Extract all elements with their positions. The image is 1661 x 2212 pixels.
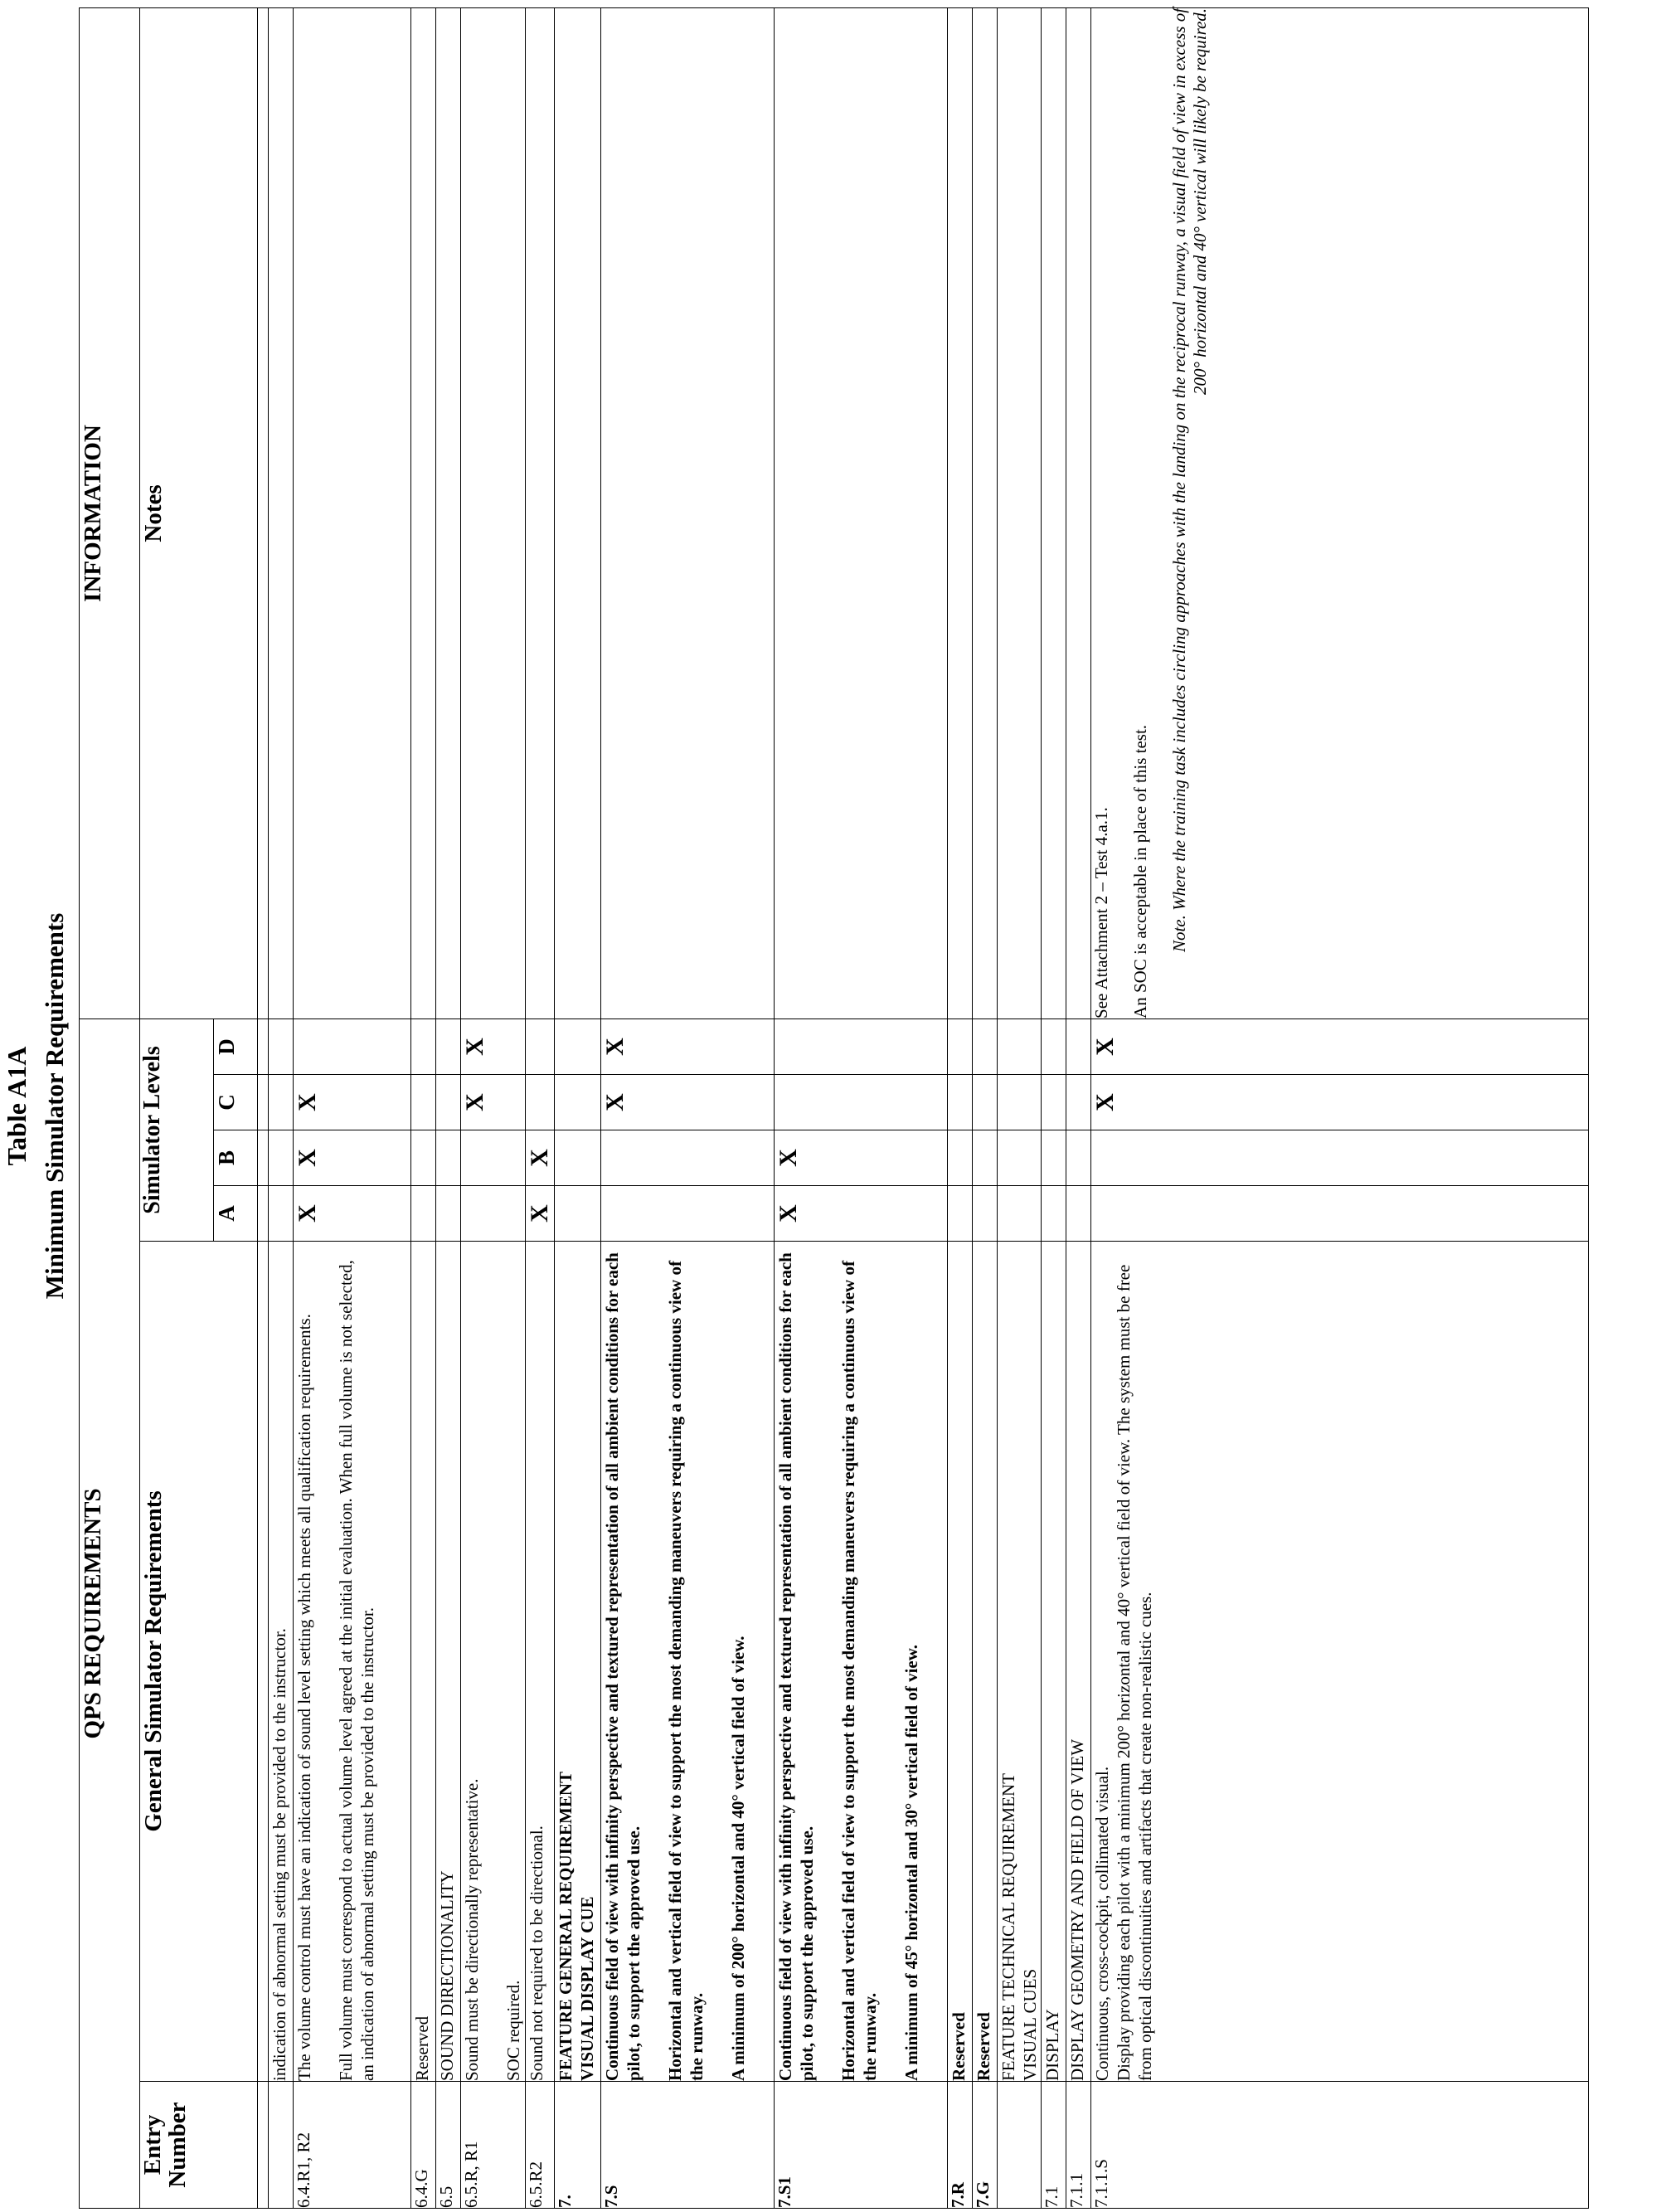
requirement-text bbox=[294, 1242, 411, 2082]
level-a-mark: X bbox=[526, 1186, 555, 1242]
level-b-mark bbox=[1066, 1130, 1091, 1186]
level-d-mark: X bbox=[1091, 1018, 1589, 1074]
entry-number bbox=[269, 2082, 294, 2209]
notes-cell bbox=[294, 7, 411, 1018]
level-d-mark bbox=[998, 1018, 1042, 1074]
level-c-mark bbox=[998, 1075, 1042, 1130]
level-a-mark bbox=[601, 1186, 775, 1242]
level-a-mark bbox=[1091, 1186, 1589, 1242]
level-c-mark bbox=[436, 1075, 461, 1130]
entry-number: 6.5.R2 bbox=[526, 2082, 555, 2209]
level-c-mark: X bbox=[461, 1075, 526, 1130]
level-a-mark bbox=[973, 1186, 998, 1242]
simulator-levels-header: Simulator Levels bbox=[140, 1018, 214, 1241]
table-row bbox=[461, 7, 526, 2208]
level-d-mark bbox=[294, 1018, 411, 1074]
requirement-paragraph: SOC required. bbox=[503, 1980, 523, 2081]
entry-number: 6.4.R1, R2 bbox=[294, 2082, 411, 2209]
notes-cell bbox=[775, 7, 948, 1018]
level-c-mark: X bbox=[601, 1075, 775, 1130]
level-d-mark bbox=[411, 1018, 436, 1074]
requirements-body bbox=[258, 7, 1589, 2208]
requirement-text bbox=[775, 1242, 948, 2082]
level-a-mark bbox=[269, 1186, 294, 1242]
table-row bbox=[294, 7, 411, 2208]
requirement-paragraph: VISUAL CUES bbox=[1020, 1968, 1040, 2081]
requirement-text bbox=[1042, 1242, 1066, 2082]
level-a-mark bbox=[948, 1186, 973, 1242]
level-b-mark bbox=[1091, 1130, 1589, 1186]
level-a-mark bbox=[1042, 1186, 1066, 1242]
level-a-mark bbox=[1066, 1186, 1091, 1242]
level-c-mark bbox=[775, 1075, 948, 1130]
table-row bbox=[269, 7, 294, 2208]
level-a-header: A bbox=[214, 1186, 258, 1242]
level-b-mark: X bbox=[294, 1130, 411, 1186]
requirement-text bbox=[973, 1242, 998, 2082]
level-d-mark: X bbox=[461, 1018, 526, 1074]
entry-number-header: Entry Number bbox=[140, 2082, 258, 2209]
requirement-paragraph: Continuous field of view with infinity perspective and textured representation of all ambient conditions for each pilot, to support the approved use. bbox=[602, 1252, 644, 2081]
requirement-paragraph: Reserved bbox=[412, 2015, 432, 2081]
level-c-mark bbox=[555, 1075, 601, 1130]
note-paragraph: Note. Where the training task includes circling approaches with the landing on the reciprocal runway, a visual field of view in excess of 200° horizontal and 40° vertical will likely be required. bbox=[1169, 7, 1210, 953]
level-b-mark bbox=[1042, 1130, 1066, 1186]
requirements-table bbox=[79, 7, 1589, 2209]
entry-number: 7.1 bbox=[1042, 2082, 1066, 2209]
table-row bbox=[1066, 7, 1091, 2208]
requirement-paragraph: Continuous field of view with infinity perspective and textured representation of all ambient conditions for each pilot, to support the approved use. bbox=[775, 1252, 817, 2081]
level-d-mark bbox=[775, 1018, 948, 1074]
requirement-text bbox=[1091, 1242, 1589, 2082]
level-c-mark bbox=[411, 1075, 436, 1130]
level-b-mark bbox=[411, 1130, 436, 1186]
table-row bbox=[411, 7, 436, 2208]
notes-cell bbox=[973, 7, 998, 1018]
level-d-header: D bbox=[214, 1018, 258, 1074]
level-b-mark bbox=[973, 1130, 998, 1186]
level-b-mark bbox=[998, 1130, 1042, 1186]
notes-header: Notes bbox=[140, 7, 258, 1018]
spacer-row bbox=[258, 7, 269, 2208]
requirement-text bbox=[555, 1242, 601, 2082]
entry-number bbox=[998, 2082, 1042, 2209]
level-b-mark: X bbox=[526, 1130, 555, 1186]
requirement-paragraph: Horizontal and vertical field of view to support the most demanding maneuvers requiring a continuous view of the runway. bbox=[838, 1261, 880, 2081]
note-paragraph: See Attachment 2 – Test 4.a.1. bbox=[1091, 807, 1111, 1018]
level-c-mark: X bbox=[294, 1075, 411, 1130]
level-b-mark bbox=[436, 1130, 461, 1186]
requirement-text bbox=[1066, 1242, 1091, 2082]
requirement-text bbox=[411, 1242, 436, 2082]
level-c-mark bbox=[526, 1075, 555, 1130]
requirement-paragraph: Reserved bbox=[949, 2012, 969, 2081]
note-paragraph: An SOC is acceptable in place of this test. bbox=[1130, 724, 1150, 1018]
level-a-mark: X bbox=[775, 1186, 948, 1242]
entry-number: 7.S bbox=[601, 2082, 775, 2209]
requirement-paragraph: Reserved bbox=[974, 2012, 993, 2081]
notes-cell bbox=[1066, 7, 1091, 1018]
entry-number: 7.R bbox=[948, 2082, 973, 2209]
requirement-text bbox=[461, 1242, 526, 2082]
level-b-mark bbox=[555, 1130, 601, 1186]
table-row bbox=[1091, 7, 1589, 2208]
level-a-mark bbox=[436, 1186, 461, 1242]
notes-cell bbox=[601, 7, 775, 1018]
level-c-mark bbox=[1066, 1075, 1091, 1130]
level-c-mark bbox=[948, 1075, 973, 1130]
level-c-header: C bbox=[214, 1075, 258, 1130]
requirement-paragraph: FEATURE GENERAL REQUIREMENT bbox=[556, 1772, 576, 2081]
level-d-mark bbox=[269, 1018, 294, 1074]
table-row bbox=[998, 7, 1042, 2208]
requirement-paragraph: DISPLAY GEOMETRY AND FIELD OF VIEW bbox=[1067, 1738, 1087, 2081]
entry-number: 7.1.1.S bbox=[1091, 2082, 1589, 2209]
notes-cell bbox=[1042, 7, 1066, 1018]
table-row bbox=[973, 7, 998, 2208]
requirement-paragraph: SOUND DIRECTIONALITY bbox=[437, 1870, 457, 2081]
table-row bbox=[1042, 7, 1066, 2208]
entry-number: 7.1.1 bbox=[1066, 2082, 1091, 2209]
requirement-text bbox=[948, 1242, 973, 2082]
requirement-paragraph: Sound must be directionally representative. bbox=[462, 1778, 482, 2081]
requirement-paragraph: VISUAL DISPLAY CUE bbox=[577, 1896, 597, 2081]
requirement-text bbox=[998, 1242, 1042, 2082]
table-row bbox=[555, 7, 601, 2208]
qps-requirements-header: QPS REQUIREMENTS bbox=[80, 1018, 140, 2208]
level-a-mark bbox=[411, 1186, 436, 1242]
level-b-mark bbox=[269, 1130, 294, 1186]
level-b-mark: X bbox=[775, 1130, 948, 1186]
information-header: INFORMATION bbox=[80, 7, 140, 1018]
requirement-text bbox=[436, 1242, 461, 2082]
notes-cell bbox=[436, 7, 461, 1018]
level-a-mark bbox=[461, 1186, 526, 1242]
level-d-mark bbox=[1042, 1018, 1066, 1074]
level-d-mark: X bbox=[601, 1018, 775, 1074]
general-requirements-header: General Simulator Requirements bbox=[140, 1242, 258, 2082]
entry-number: 6.4.G bbox=[411, 2082, 436, 2209]
table-row bbox=[775, 7, 948, 2208]
level-d-mark bbox=[436, 1018, 461, 1074]
level-d-mark bbox=[526, 1018, 555, 1074]
notes-cell bbox=[269, 7, 294, 1018]
notes-cell bbox=[526, 7, 555, 1018]
requirement-paragraph: Continuous, cross-cockpit, collimated visual. bbox=[1092, 1766, 1112, 2081]
level-b-mark bbox=[948, 1130, 973, 1186]
notes-cell bbox=[555, 7, 601, 1018]
level-a-mark: X bbox=[294, 1186, 411, 1242]
entry-number: 6.5.R, R1 bbox=[461, 2082, 526, 2209]
requirement-text bbox=[601, 1242, 775, 2082]
requirement-paragraph: Display providing each pilot with a minimum 200° horizontal and 40° vertical field of view. The system must be free from optical discontinuities and artifacts that create non-realistic cues. bbox=[1114, 1264, 1155, 2081]
level-d-mark bbox=[973, 1018, 998, 1074]
entry-number: 7.G bbox=[973, 2082, 998, 2209]
entry-number: 7.S1 bbox=[775, 2082, 948, 2209]
requirement-paragraph: Horizontal and vertical field of view to support the most demanding maneuvers requiring a continuous view of the runway. bbox=[665, 1261, 707, 2081]
level-c-mark: X bbox=[1091, 1075, 1589, 1130]
entry-number: 6.5 bbox=[436, 2082, 461, 2209]
table-row bbox=[601, 7, 775, 2208]
level-d-mark bbox=[555, 1018, 601, 1074]
table-row bbox=[436, 7, 461, 2208]
level-c-mark bbox=[269, 1075, 294, 1130]
level-a-mark bbox=[998, 1186, 1042, 1242]
notes-cell bbox=[461, 7, 526, 1018]
level-b-header: B bbox=[214, 1130, 258, 1186]
table-row bbox=[948, 7, 973, 2208]
requirement-paragraph: The volume control must have an indication of sound level setting which meets all qualification requirements. bbox=[294, 1314, 314, 2081]
requirement-paragraph: A minimum of 200° horizontal and 40° vertical field of view. bbox=[728, 1636, 748, 2081]
requirement-text bbox=[269, 1242, 294, 2082]
notes-cell bbox=[948, 7, 973, 1018]
level-d-mark bbox=[948, 1018, 973, 1074]
requirement-paragraph: indication of abnormal setting must be provided to the instructor. bbox=[270, 1628, 289, 2081]
requirement-paragraph: Sound not required to be directional. bbox=[527, 1826, 546, 2081]
table-title: Table A1A bbox=[2, 1046, 32, 1166]
requirement-paragraph: FEATURE TECHNICAL REQUIREMENT bbox=[998, 1773, 1018, 2081]
notes-cell bbox=[1091, 7, 1589, 1018]
level-b-mark bbox=[461, 1130, 526, 1186]
notes-cell bbox=[998, 7, 1042, 1018]
level-c-mark bbox=[1042, 1075, 1066, 1130]
level-a-mark bbox=[555, 1186, 601, 1242]
requirement-paragraph: DISPLAY bbox=[1042, 2009, 1062, 2081]
requirement-paragraph: Full volume must correspond to actual volume level agreed at the initial evaluation. When full volume is not selected, an indication of abnormal setting must be provided to the instructor. bbox=[336, 1260, 377, 2081]
level-d-mark bbox=[1066, 1018, 1091, 1074]
requirement-paragraph: A minimum of 45° horizontal and 30° vertical field of view. bbox=[901, 1644, 921, 2081]
level-c-mark bbox=[973, 1075, 998, 1130]
entry-number: 7. bbox=[555, 2082, 601, 2209]
level-b-mark bbox=[601, 1130, 775, 1186]
table-row bbox=[526, 7, 555, 2208]
requirement-text bbox=[526, 1242, 555, 2082]
table-subtitle: Minimum Simulator Requirements bbox=[40, 912, 69, 1300]
notes-cell bbox=[411, 7, 436, 1018]
